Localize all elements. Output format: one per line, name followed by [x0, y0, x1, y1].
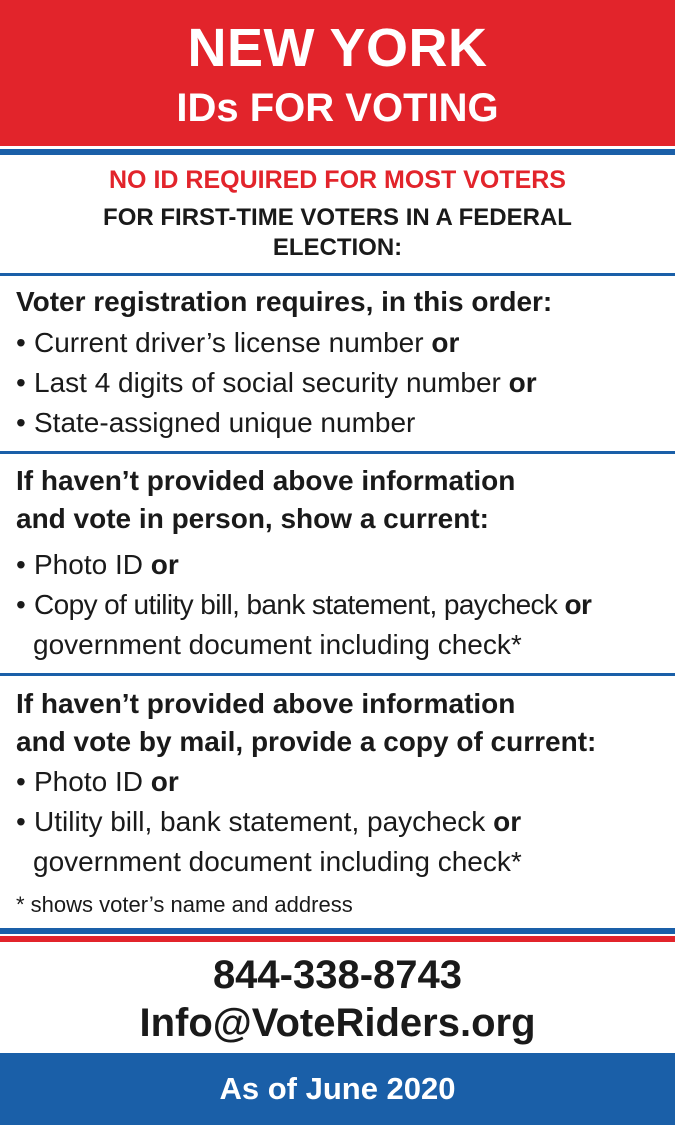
section2-title-line1: If haven’t provided above information — [16, 465, 516, 496]
as-of-date-banner: As of June 2020 — [0, 1053, 675, 1125]
first-time-voters-heading: FOR FIRST-TIME VOTERS IN A FEDERAL ELECTION: — [103, 204, 572, 261]
footer-divider-blue — [0, 928, 675, 934]
header-divider-blue — [0, 149, 675, 155]
list-item: • Current driver’s license number or — [16, 327, 460, 358]
contact-phone: 844-338-8743 — [212, 953, 463, 997]
section-divider-1 — [0, 273, 675, 276]
list-item-continuation: government document including check* — [33, 846, 522, 877]
section3-title-line1: If haven’t provided above information — [16, 688, 516, 719]
no-id-notice — [0, 166, 675, 195]
section-divider-3 — [0, 673, 675, 676]
list-item-continuation: government document including check* — [33, 629, 522, 660]
list-item: • Last 4 digits of social security number or — [16, 367, 537, 398]
footnote: * shows voter’s name and address — [16, 892, 353, 917]
list-item: • Photo ID or — [16, 549, 179, 580]
header-title-subject: IDs FOR VOTING — [176, 86, 499, 130]
section2-title-line2: and vote in person, show a current: — [16, 503, 489, 534]
footer-divider-red — [0, 936, 675, 942]
contact-email: Info@VoteRiders.org — [139, 1001, 536, 1045]
header-banner — [0, 0, 675, 146]
list-item: • State-assigned unique number — [16, 407, 416, 438]
no-id-label: NO ID — [109, 166, 179, 194]
list-item: • Copy of utility bill, bank statement, paycheck or — [16, 589, 592, 620]
list-item: • Photo ID or — [16, 766, 179, 797]
no-id-required-text: REQUIRED FOR MOST VOTERS — [178, 166, 566, 194]
section1-title: Voter registration requires, in this order: — [16, 286, 553, 317]
section3-title-line2: and vote by mail, provide a copy of current: — [16, 726, 597, 757]
list-item: • Utility bill, bank statement, paycheck or — [16, 806, 522, 837]
section-divider-2 — [0, 451, 675, 454]
header-title-state: NEW YORK — [187, 18, 488, 78]
